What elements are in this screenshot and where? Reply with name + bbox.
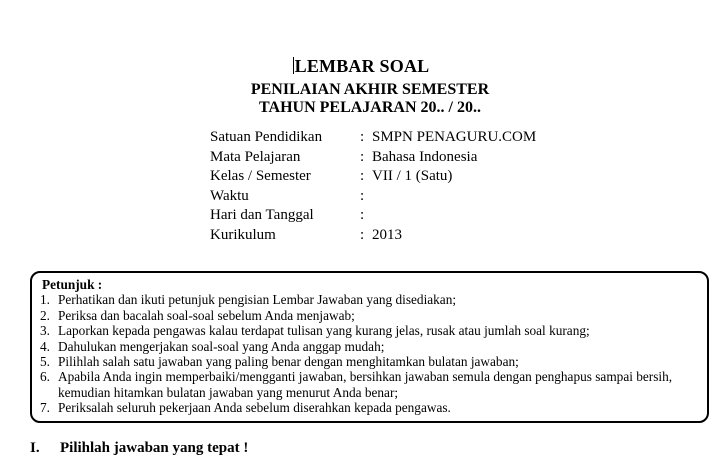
instruction-number: 6. <box>40 369 50 385</box>
instruction-item <box>40 369 707 400</box>
instruction-text: Dahulukan mengerjakan soal-soal yang Anda anggap mudah; <box>58 338 385 354</box>
info-label: Kelas / Semester <box>210 168 311 185</box>
text-cursor <box>293 57 294 74</box>
section-heading <box>30 440 248 457</box>
info-label: Satuan Pendidikan <box>210 129 323 145</box>
instruction-number: 4. <box>40 338 50 354</box>
info-value: SMPN PENAGURU.COM <box>372 129 537 145</box>
info-value: 2013 <box>372 226 402 243</box>
info-value: Bahasa Indonesia <box>372 148 478 165</box>
instruction-item <box>40 292 707 307</box>
info-row-kurikulum <box>210 226 536 246</box>
instruction-text: Perhatikan dan ikuti petunjuk pengisian Lembar Jawaban yang disediakan; <box>58 292 457 308</box>
instruction-text: Laporkan kepada pengawas kalau terdapat tulisan yang kurang jelas, rusak atau jumlah soal kurang; <box>58 323 590 339</box>
document-title <box>0 56 722 77</box>
instruction-item <box>40 339 707 354</box>
instruction-number: 3. <box>40 323 50 339</box>
info-row-kelas-semester <box>210 167 536 187</box>
instruction-text: Apabila Anda ingin memperbaiki/mengganti jawaban, bersihkan jawaban semula dengan penghapus sampai bersih, kemudian hitamkan bulatan jawaban yang menurut Anda benar; <box>58 369 673 400</box>
info-colon: : <box>360 168 365 185</box>
info-label: Mata Pelajaran <box>210 148 301 165</box>
info-label: Waktu <box>210 187 249 204</box>
instruction-text: Pilihlah salah satu jawaban yang paling benar dengan menghitamkan bulatan jawaban; <box>58 354 519 370</box>
exam-info-table <box>210 128 536 246</box>
instruction-item <box>40 354 707 369</box>
document-title-text: LEMBAR SOAL <box>294 56 430 76</box>
section-title: Pilihlah jawaban yang tepat ! <box>60 440 249 456</box>
info-row-hari-tanggal <box>210 206 536 226</box>
info-row-satuan-pendidikan <box>210 128 536 148</box>
info-colon: : <box>360 129 365 145</box>
instructions-title: Petunjuk : <box>42 277 103 292</box>
instruction-item <box>40 308 707 323</box>
instructions-box <box>30 271 709 423</box>
instruction-text: Periksa dan bacalah soal-soal sebelum Anda menjawab; <box>58 307 355 323</box>
instruction-number: 2. <box>40 307 50 323</box>
instruction-item <box>40 323 707 338</box>
instruction-number: 7. <box>40 400 50 416</box>
instruction-item <box>40 400 707 415</box>
section-number: I. <box>30 440 40 456</box>
info-row-waktu <box>210 187 536 207</box>
instruction-number: 5. <box>40 354 50 370</box>
document-subtitle-year: TAHUN PELAJARAN 20.. / 20.. <box>259 99 481 116</box>
instruction-text: Periksalah seluruh pekerjaan Anda sebelum diserahkan kepada pengawas. <box>58 400 451 416</box>
info-colon: : <box>360 207 365 224</box>
info-label: Hari dan Tanggal <box>210 207 314 224</box>
instruction-number: 1. <box>40 292 50 308</box>
info-colon: : <box>360 187 365 204</box>
info-label: Kurikulum <box>210 226 276 243</box>
info-colon: : <box>360 148 365 165</box>
document-subtitle-exam: PENILAIAN AKHIR SEMESTER <box>250 81 490 98</box>
info-colon: : <box>360 226 365 243</box>
info-value: VII / 1 (Satu) <box>372 168 453 185</box>
info-row-mata-pelajaran <box>210 148 536 168</box>
